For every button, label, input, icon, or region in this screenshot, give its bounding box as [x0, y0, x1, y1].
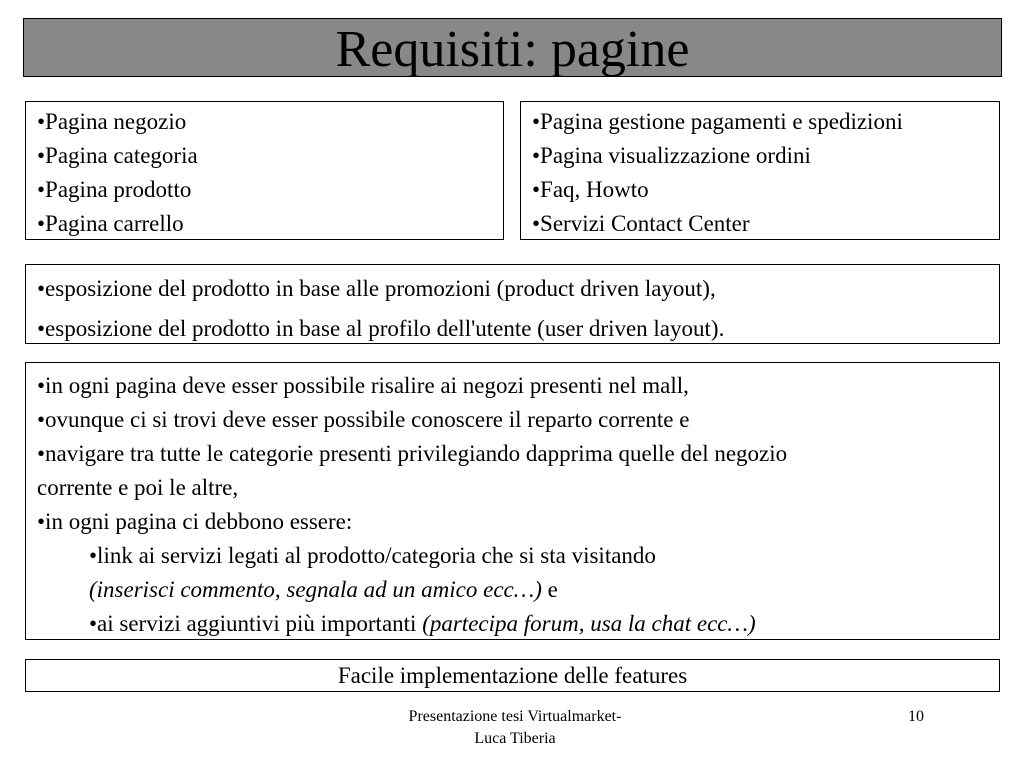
conclusion-text: Facile implementazione delle features [337, 662, 688, 688]
slide-footer [350, 706, 680, 750]
list-item: •in ogni pagina deve esser possibile risalire ai negozi presenti nel mall, [37, 373, 689, 398]
navigation-requirements [25, 362, 1000, 640]
sub-list-item [37, 607, 999, 641]
conjunction: e [541, 577, 558, 602]
list-item: •Pagina visualizzazione ordini [532, 143, 811, 168]
slide-title-bar [23, 18, 1002, 77]
sub-list-item-continuation [37, 573, 999, 607]
list-item: •esposizione del prodotto in base al profilo dell'utente (user driven layout). [37, 316, 725, 341]
list-item: •in ogni pagina ci debbono essere: [37, 509, 353, 534]
list-item: •Pagina prodotto [37, 177, 192, 202]
list-item: •Faq, Howto [532, 177, 649, 202]
list-item-continuation: corrente e poi le altre, [37, 475, 239, 500]
list-item: •Pagina carrello [37, 211, 184, 236]
list-item: •esposizione del prodotto in base alle promozioni (product driven layout), [37, 276, 716, 301]
page-number: 10 [908, 708, 924, 725]
sub-item-text: •ai servizi aggiuntivi più importanti [89, 611, 423, 636]
list-item: •Pagina negozio [37, 109, 187, 134]
conclusion-box [25, 659, 1000, 692]
sub-list-item: •link ai servizi legati al prodotto/categoria che si sta visitando [89, 543, 656, 568]
pages-list-right [520, 101, 1000, 240]
list-item: •Servizi Contact Center [532, 211, 750, 236]
footer-line: Presentazione tesi Virtualmarket- [408, 708, 622, 725]
layout-requirements [25, 264, 1000, 344]
slide-title: Requisiti: pagine [335, 20, 690, 78]
footer-line: Luca Tiberia [474, 730, 556, 747]
list-item: •navigare tra tutte le categorie presenti privilegiando dapprima quelle del negozio [37, 441, 788, 466]
list-item: •Pagina categoria [37, 143, 198, 168]
italic-note: (inserisci commento, segnala ad un amico ecc…) [89, 577, 542, 602]
italic-note: (partecipa forum, usa la chat ecc…) [422, 611, 756, 636]
pages-list-left [25, 101, 504, 240]
list-item: •ovunque ci si trovi deve esser possibile conoscere il reparto corrente e [37, 407, 690, 432]
list-item: •Pagina gestione pagamenti e spedizioni [532, 109, 903, 134]
